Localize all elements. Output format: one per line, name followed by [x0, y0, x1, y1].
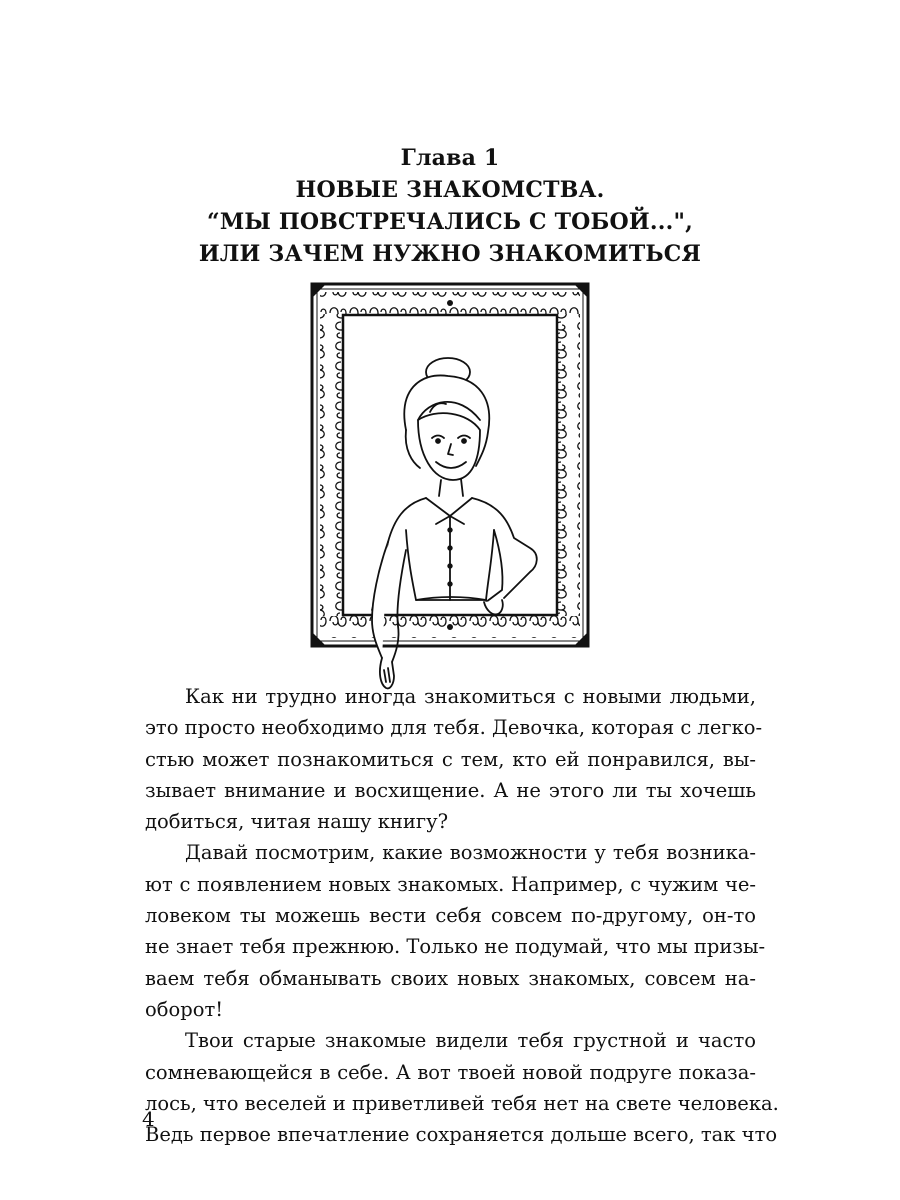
text-line: лось, что веселей и приветливей тебя нет на свете человека. [145, 1091, 779, 1115]
text-line: стью может познакомиться с тем, кто ей понравился, вы- [145, 747, 756, 771]
chapter-heading [100, 142, 800, 270]
chapter-number: Глава 1 [400, 145, 500, 171]
text-line: ваем тебя обманывать своих новых знакомых, совсем на- [145, 966, 756, 990]
girl-in-frame-illustration [308, 280, 592, 690]
text-line: это просто необходимо для тебя. Девочка, которая с легко- [145, 716, 763, 740]
chapter-title-line: “МЫ ПОВСТРЕЧАЛИСЬ С ТОБОЙ...", [207, 209, 693, 235]
text-line: сомневающейся в себе. А вот твоей новой подруге показа- [145, 1060, 756, 1084]
text-line: ловеком ты можешь вести себя совсем по-другому, он-то [145, 904, 756, 928]
text-line: оборот! [145, 997, 224, 1021]
text-line: Твои старые знакомые видели тебя грустной и часто [185, 1029, 756, 1053]
body-text [145, 681, 779, 1150]
text-line: Как ни трудно иногда знакомиться с новыми людьми, [185, 685, 756, 708]
text-line: Давай посмотрим, какие возможности у тебя возника- [185, 841, 756, 865]
text-line: добиться, читая нашу книгу? [145, 810, 449, 834]
text-line: не знает тебя прежнюю. Только не подумай, что мы призы- [145, 935, 766, 959]
text-line: Ведь первое впечатление сохраняется дольше всего, так что [145, 1123, 778, 1147]
chapter-title-line: ИЛИ ЗАЧЕМ НУЖНО ЗНАКОМИТЬСЯ [198, 241, 702, 267]
text-line: ют с появлением новых знакомых. Например, с чужим че- [145, 872, 756, 896]
text-line: зывает внимание и восхищение. А не этого ли ты хочешь [145, 778, 756, 802]
page-number: 4 [142, 1107, 155, 1131]
chapter-title-line: НОВЫЕ ЗНАКОМСТВА. [295, 177, 605, 203]
